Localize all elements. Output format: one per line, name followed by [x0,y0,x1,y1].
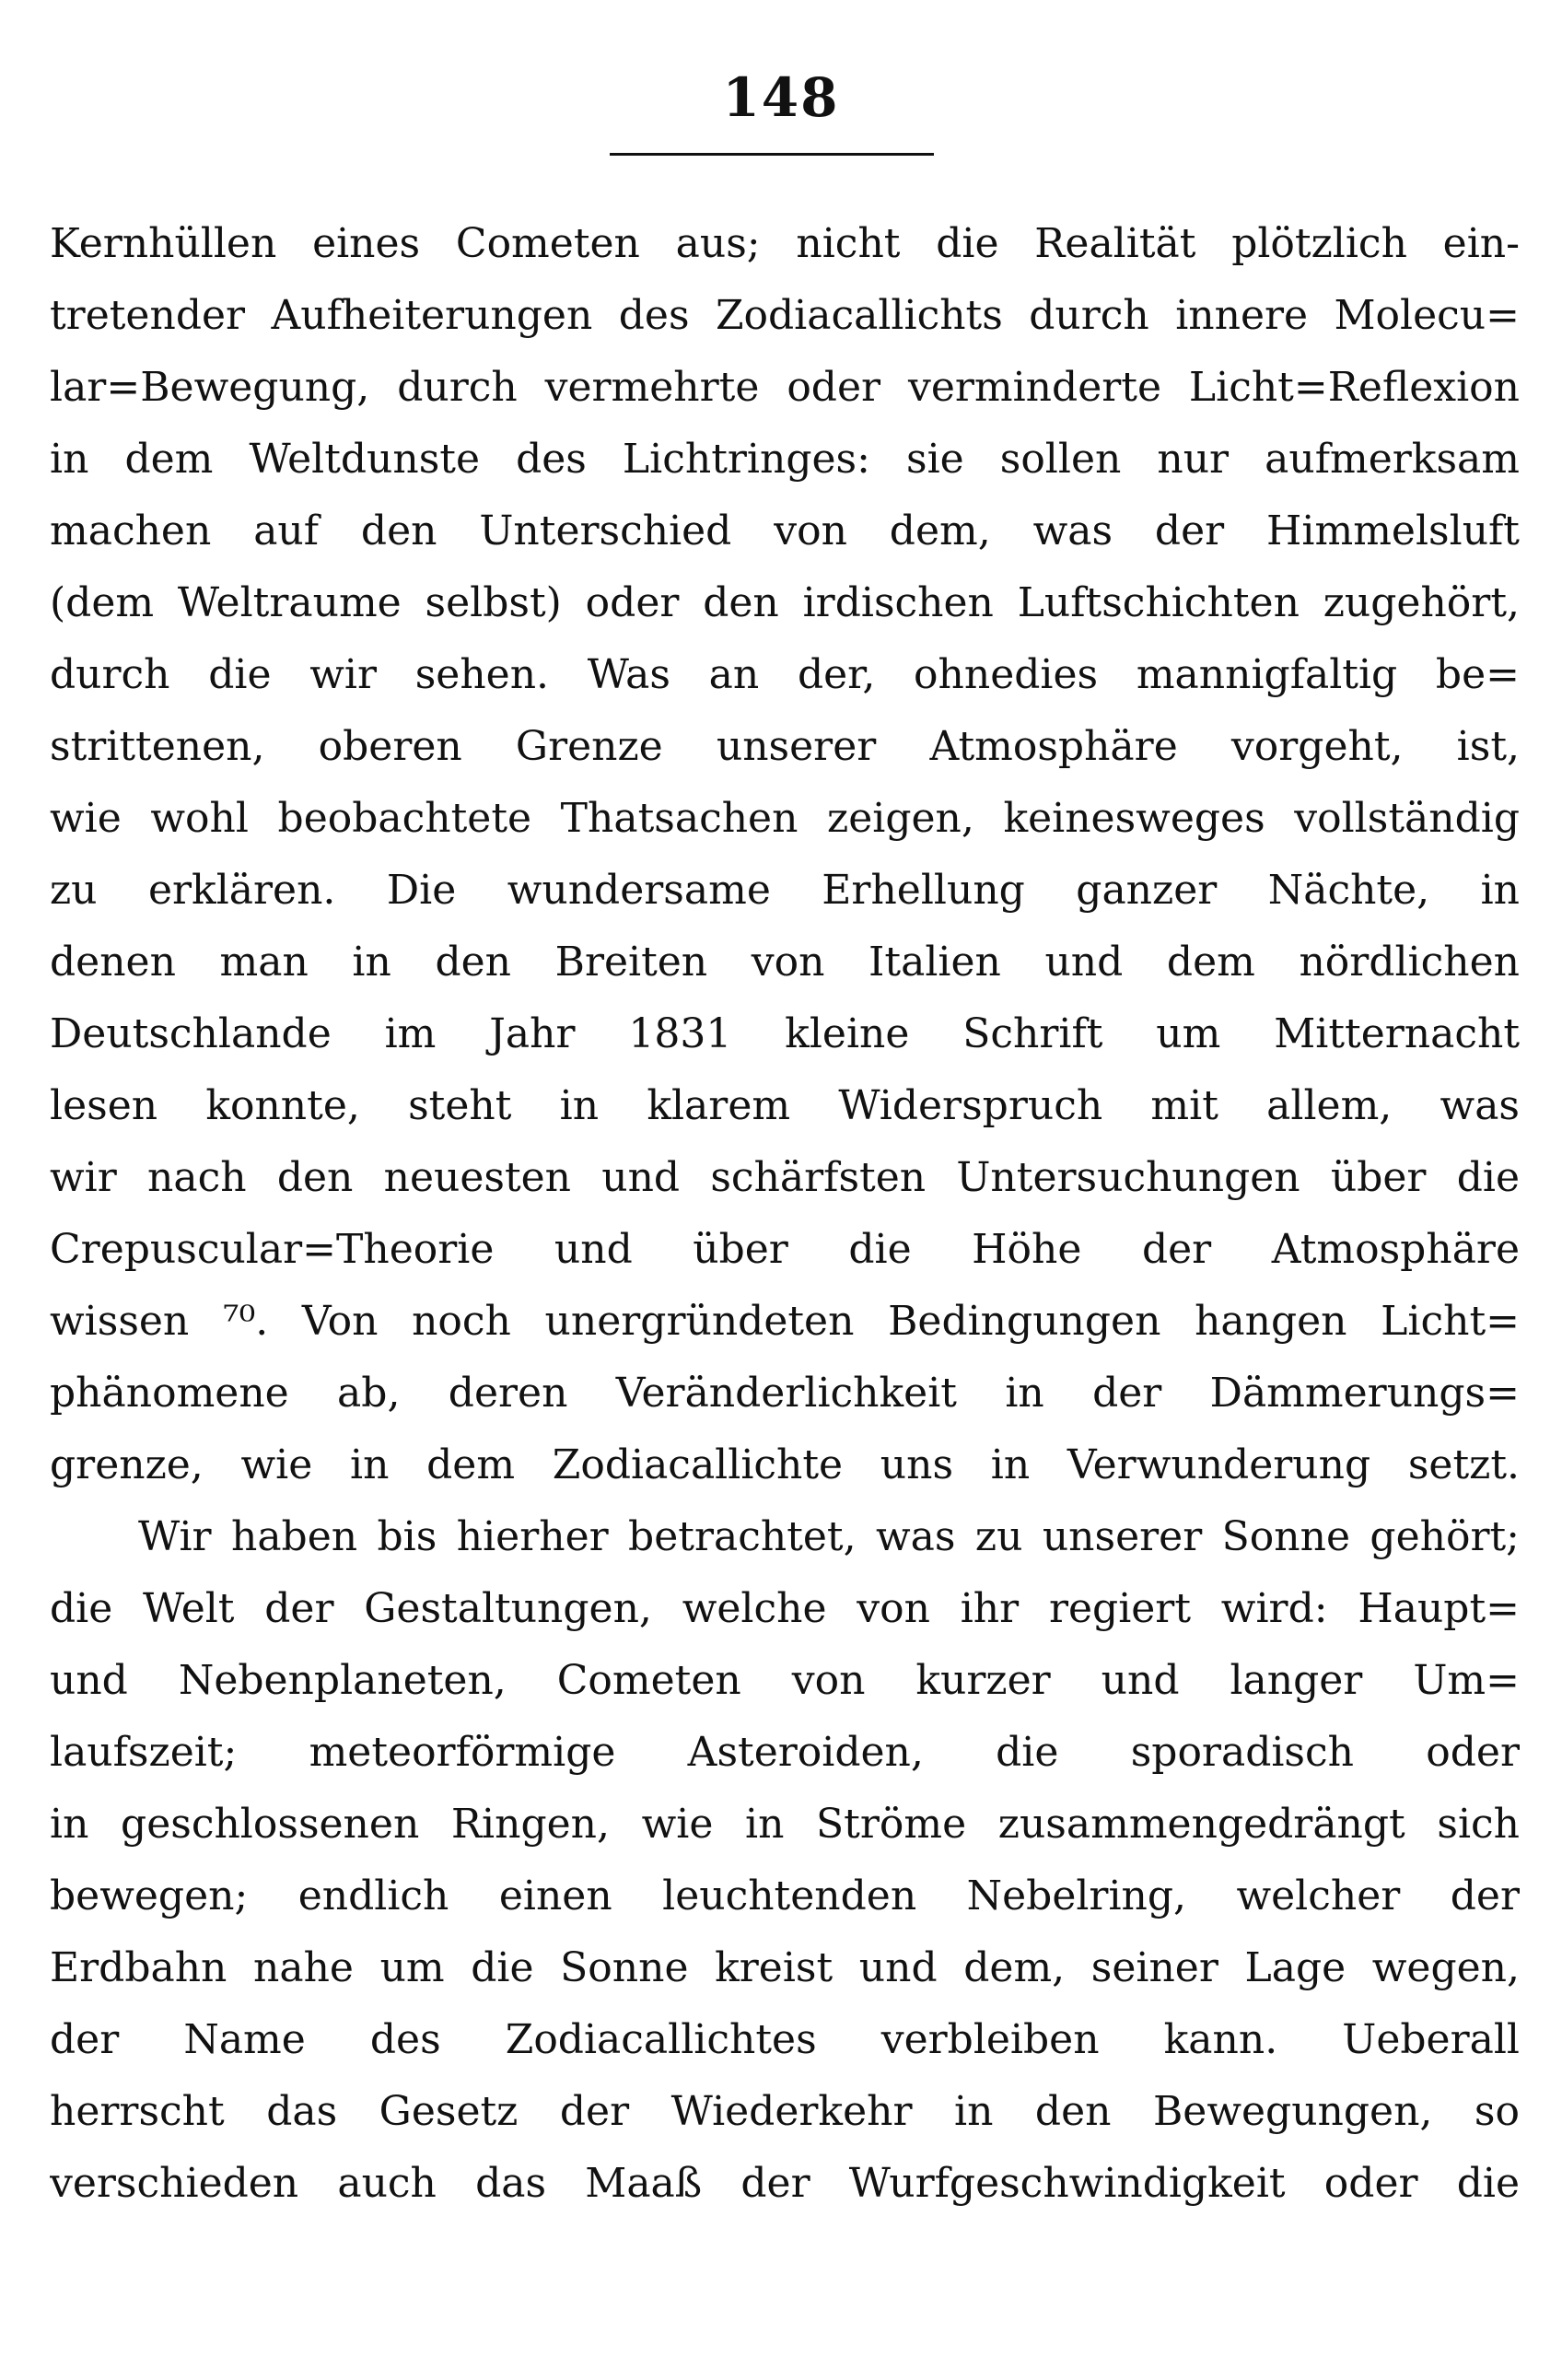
text-line: lar=Bewegung, durch vermehrte oder verminderte Licht=Reflexion [50,364,1520,411]
text-line: Kernhüllen eines Cometen aus; nicht die Realität plötzlich ein- [50,220,1520,267]
text-line: laufszeit; meteorförmige Asteroiden, die sporadisch oder [50,1729,1520,1776]
text-line: wir nach den neuesten und schärfsten Untersuchungen über die [50,1154,1520,1201]
text-line: und Nebenplaneten, Cometen von kurzer und langer Um= [50,1657,1520,1704]
text-line: lesen konnte, steht in klarem Widerspruch mit allem, was [50,1082,1520,1129]
text-line: bewegen; endlich einen leuchtenden Nebelring, welcher der [50,1872,1520,1919]
text-line: phänomene ab, deren Veränderlichkeit in der Dämmerungs= [50,1370,1520,1417]
text-line: wissen ⁷⁰. Von noch unergründeten Bedingungen hangen Licht= [50,1298,1520,1345]
page-number: 148 [722,66,840,129]
text-line: (dem Weltraume selbst) oder den irdischen Luftschichten zugehört, [50,579,1520,626]
text-line: Wir haben bis hierher betrachtet, was zu unserer Sonne gehört; [138,1513,1520,1560]
text-line: tretender Aufheiterungen des Zodiacallichts durch innere Molecu= [50,292,1520,339]
text-line: herrscht das Gesetz der Wiederkehr in den Bewegungen, so [50,2088,1520,2135]
text-line: grenze, wie in dem Zodiacallichte uns in Verwunderung setzt. [50,1441,1520,1488]
text-line: in geschlossenen Ringen, wie in Ströme zusammengedrängt sich [50,1801,1520,1848]
text-line: denen man in den Breiten von Italien und dem nördlichen [50,939,1520,986]
text-line: zu erklären. Die wundersame Erhellung ganzer Nächte, in [50,867,1520,914]
text-line: strittenen, oberen Grenze unserer Atmosphäre vorgeht, ist, [50,723,1520,770]
text-line: in dem Weltdunste des Lichtringes: sie sollen nur aufmerksam [50,436,1520,483]
text-line: machen auf den Unterschied von dem, was der Himmelsluft [50,508,1520,554]
text-line: Crepuscular=Theorie und über die Höhe der Atmosphäre [50,1226,1520,1273]
text-line: verschieden auch das Maaß der Wurfgeschwindigkeit oder die [50,2160,1520,2207]
text-line: Deutschlande im Jahr 1831 kleine Schrift um Mitternacht [50,1010,1520,1057]
text-line: die Welt der Gestaltungen, welche von ihr regiert wird: Haupt= [50,1585,1520,1632]
text-line: Erdbahn nahe um die Sonne kreist und dem, seiner Lage wegen, [50,1944,1520,1991]
body-text [50,208,1520,2220]
text-line: der Name des Zodiacallichtes verbleiben kann. Ueberall [50,2016,1520,2063]
header-rule [610,153,934,156]
text-line: durch die wir sehen. Was an der, ohnedies mannigfaltig be= [50,651,1520,698]
text-line: wie wohl beobachtete Thatsachen zeigen, keinesweges vollständig [50,795,1520,842]
